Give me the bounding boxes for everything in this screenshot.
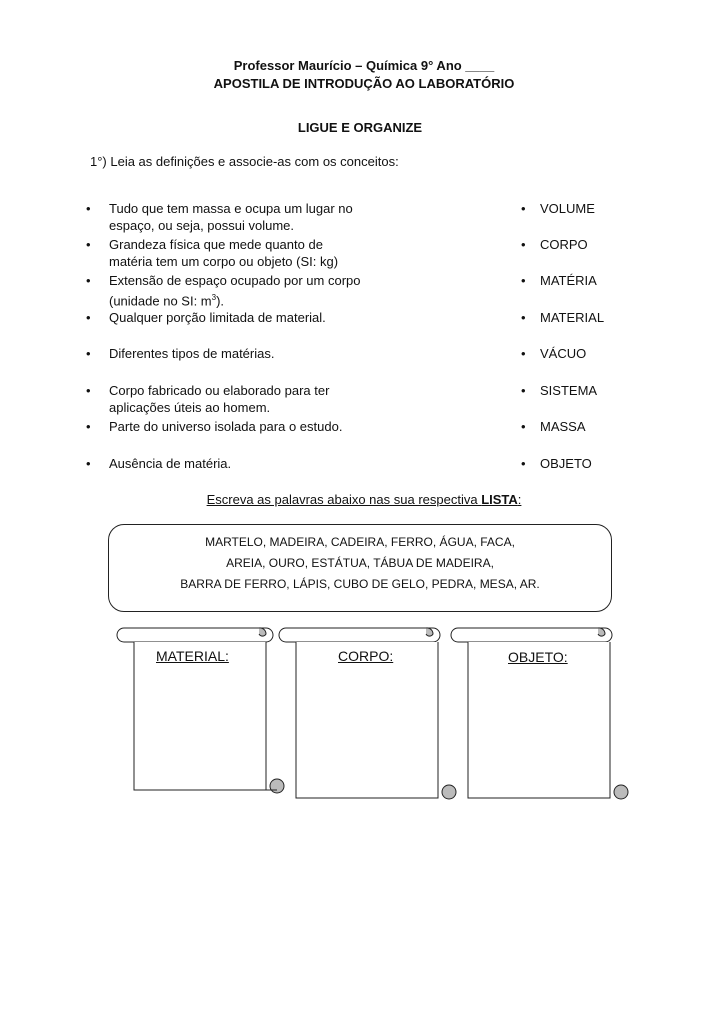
- definition-item: • Extensão de espaço ocupado por um corpo (unidade no SI: $m^3$).: [86, 273, 361, 309]
- definition-item: • Ausência de matéria.: [86, 456, 232, 471]
- word-list-line: BARRA DE FERRO, LÁPIS, CUBO DE GELO, PEDRA, MESA, AR.: [180, 577, 540, 591]
- list-title-corpo: CORPO:: [338, 648, 394, 664]
- question-text: 1°) Leia as definições e associe-as com os conceitos:: [90, 154, 399, 169]
- header-title: Professor Maurício – Química 9° Ano ____: [233, 58, 495, 73]
- concept-item: • SISTEMA: [521, 383, 598, 398]
- word-list-line: MARTELO, MADEIRA, CADEIRA, FERRO, ÁGUA, FACA,: [205, 535, 515, 549]
- section-title: LIGUE E ORGANIZE: [297, 120, 423, 135]
- concept-item: • CORPO: [521, 237, 588, 252]
- bullet-icon: •: [86, 383, 91, 398]
- bullet-icon: •: [86, 456, 91, 471]
- bullet-icon: •: [521, 419, 526, 434]
- bullet-icon: •: [521, 346, 526, 361]
- concept-item: • MASSA: [521, 419, 586, 434]
- concept-item: • MATÉRIA: [521, 273, 597, 288]
- objeto-scroll: [450, 620, 632, 805]
- header-subtitle: APOSTILA DE INTRODUÇÃO AO LABORATÓRIO: [213, 76, 515, 91]
- definition-item: • Grandeza física que mede quanto de matéria tem um corpo ou objeto (SI: kg): [86, 237, 339, 269]
- definition-item: • Corpo fabricado ou elaborado para ter aplicações úteis ao homem.: [86, 383, 330, 415]
- bullet-icon: •: [86, 346, 91, 361]
- bullet-icon: •: [86, 273, 91, 288]
- bullet-icon: •: [521, 237, 526, 252]
- concept-item: • VÁCUO: [521, 346, 587, 361]
- instruction-text: Escreva as palavras abaixo nas sua respectiva LISTA:: [206, 492, 522, 507]
- bullet-icon: •: [521, 456, 526, 471]
- definition-item: • Parte do universo isolada para o estudo.: [86, 419, 343, 434]
- bullet-icon: •: [521, 201, 526, 216]
- bullet-icon: •: [521, 273, 526, 288]
- material-scroll: [106, 620, 288, 800]
- bullet-icon: •: [521, 310, 526, 325]
- definition-item: • Qualquer porção limitada de material.: [86, 310, 326, 325]
- bullet-icon: •: [86, 237, 91, 252]
- definition-item: • Tudo que tem massa e ocupa um lugar no espaço, ou seja, possui volume.: [86, 201, 353, 233]
- bullet-icon: •: [86, 419, 91, 434]
- word-list-line: AREIA, OURO, ESTÁTUA, TÁBUA DE MADEIRA,: [226, 556, 494, 570]
- word-list-box: [108, 524, 612, 612]
- bullet-icon: •: [521, 383, 526, 398]
- definition-item: • Diferentes tipos de matérias.: [86, 346, 275, 361]
- bullet-icon: •: [86, 201, 91, 216]
- list-title-material: MATERIAL:: [156, 648, 229, 664]
- concept-item: • VOLUME: [521, 201, 595, 216]
- concept-item: • OBJETO: [521, 456, 592, 471]
- bullet-icon: •: [86, 310, 91, 325]
- concept-item: • MATERIAL: [521, 310, 605, 325]
- list-title-objeto: OBJETO:: [508, 649, 568, 665]
